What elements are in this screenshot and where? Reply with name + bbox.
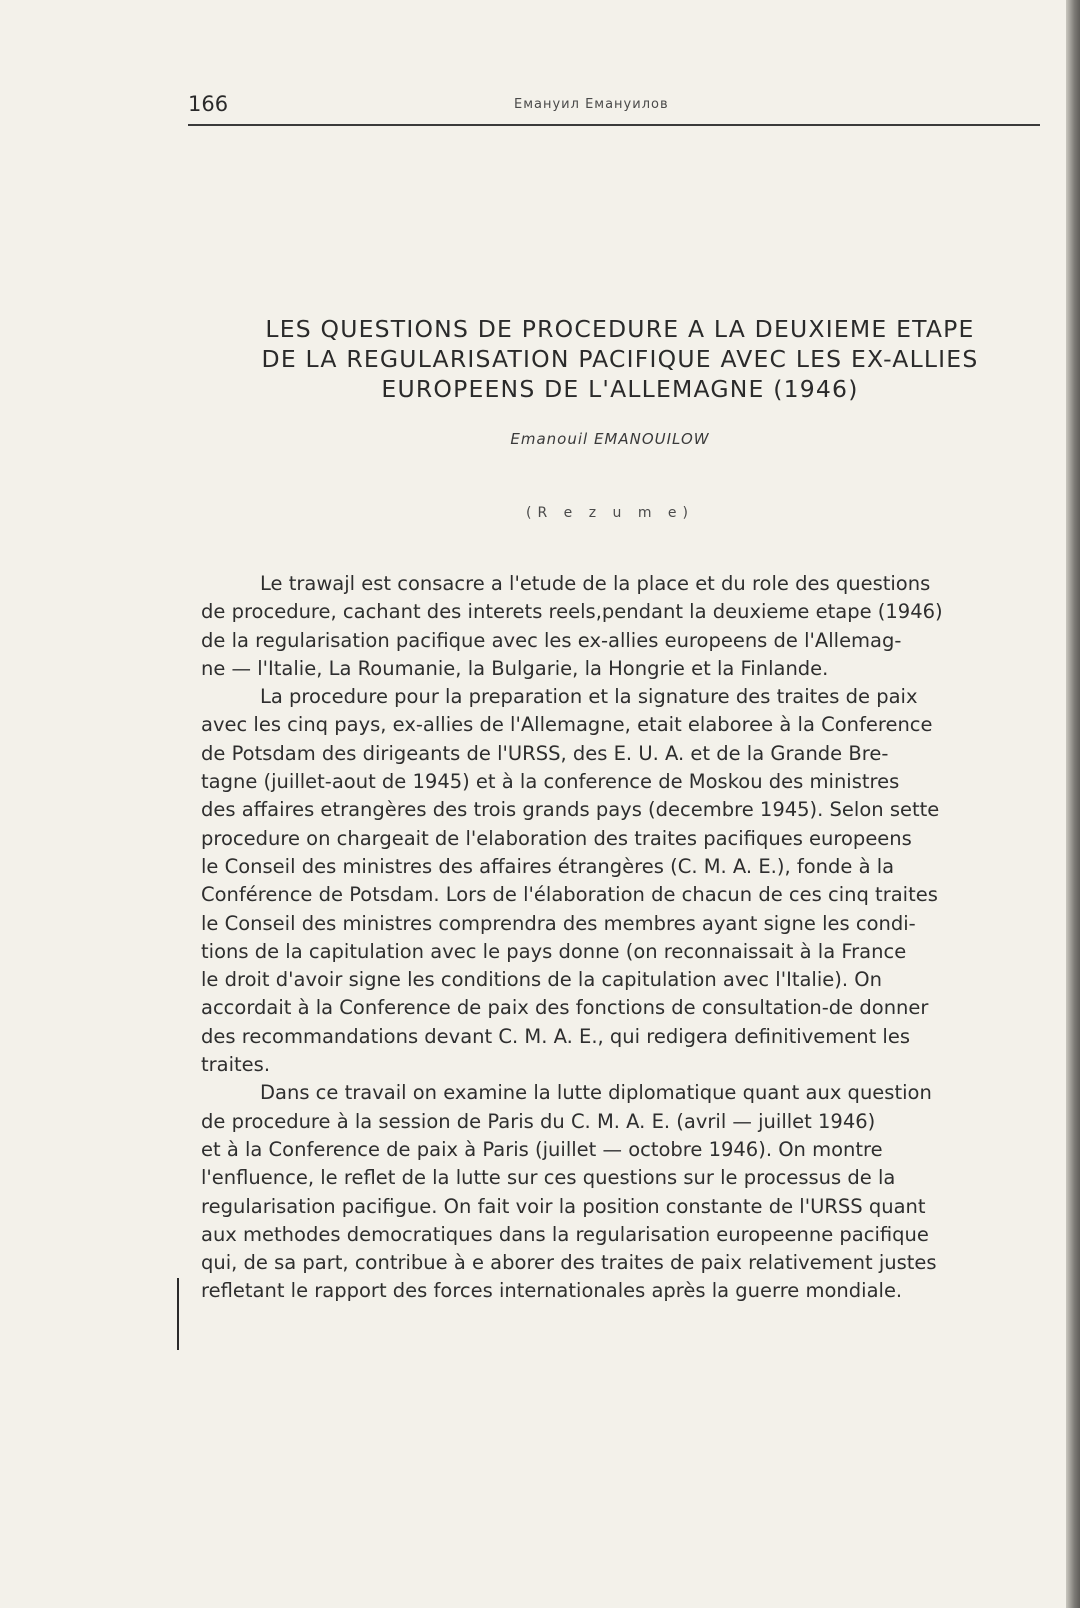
- body-line: tagne (juillet-aout de 1945) et à la conference de Moskou des ministres: [201, 770, 900, 794]
- body-line: de Potsdam des dirigeants de l'URSS, des E. U. A. et de la Grande Bre-: [201, 741, 889, 765]
- title-line: EUROPEENS DE L'ALLEMAGNE (1946): [381, 375, 859, 403]
- article-title: [200, 314, 1040, 404]
- body-line: le droit d'avoir signe les conditions de la capitulation avec l'Italie). On: [201, 968, 882, 992]
- body-line: le Conseil des ministres comprendra des membres ayant signe les condi-: [201, 911, 916, 935]
- page-number: 166: [188, 92, 229, 116]
- body-line: regularisation pacifigue. On fait voir la position constante de l'URSS quant: [201, 1194, 926, 1218]
- body-line: des recommandations devant C. M. A. E., qui redigera definitivement les: [201, 1024, 910, 1048]
- title-line: DE LA REGULARISATION PACIFIQUE AVEC LES EX-ALLIES: [261, 345, 979, 373]
- body-line: aux methodes democratiques dans la regularisation europeenne pacifique: [201, 1222, 929, 1246]
- body-line: qui, de sa part, contribue à e aborer des traites de paix relativement justes: [201, 1251, 937, 1275]
- body-line: La procedure pour la preparation et la signature des traites de paix: [260, 685, 918, 709]
- body-line: procedure on chargeait de l'elaboration des traites pacifiques europeens: [201, 826, 912, 850]
- body-line: Dans ce travail on examine la lutte diplomatique quant aux question: [260, 1081, 932, 1105]
- body-line: refletant le rapport des forces internationales après la guerre mondiale.: [201, 1279, 903, 1303]
- running-head: Емануил Емануилов: [514, 97, 669, 112]
- title-line: LES QUESTIONS DE PROCEDURE A LA DEUXIEME ETAPE: [265, 315, 975, 343]
- body-line: le Conseil des ministres des affaires étrangères (C. M. A. E.), fonde à la: [201, 854, 895, 878]
- body-line: des affaires etrangères des trois grands pays (decembre 1945). Selon sette: [201, 798, 940, 822]
- body-line: Le trawajl est consacre a l'etude de la place et du role des questions: [260, 572, 931, 595]
- body-line: traites.: [201, 1053, 271, 1077]
- body-line: l'enfluence, le reflet de la lutte sur ces questions sur le processus de la: [201, 1166, 896, 1190]
- body-line: avec les cinq pays, ex-allies de l'Allemagne, etait elaboree à la Conference: [201, 713, 933, 737]
- body-line: et à la Conference de paix à Paris (juillet — octobre 1946). On montre: [201, 1137, 883, 1161]
- header-rule: [188, 124, 1040, 126]
- author-name: Emanouil EMANOUILOW: [510, 430, 710, 448]
- page-header: [188, 92, 1040, 126]
- body-line: accordait à la Conference de paix des fonctions de consultation-de donner: [201, 996, 929, 1020]
- scan-edge-shadow: [1066, 0, 1080, 1608]
- body-line: de procedure à la session de Paris du C. M. A. E. (avril — juillet 1946): [201, 1109, 876, 1133]
- body-line: de procedure, cachant des interets reels,pendant la deuxieme etape (1946): [201, 600, 943, 624]
- summary-body: [201, 570, 1039, 1306]
- body-line: de la regularisation pacifique avec les ex-allies europeens de l'Allemag-: [201, 628, 902, 652]
- body-line: tions de la capitulation avec le pays donne (on reconnaissait à la France: [201, 939, 907, 963]
- body-line: ne — l'Italie, La Roumanie, la Bulgarie, la Hongrie et la Finlande.: [201, 656, 829, 680]
- body-line: Conférence de Potsdam. Lors de l'élaboration de chacun de ces cinq traites: [201, 883, 938, 907]
- summary-label: (R e z u m e): [526, 505, 694, 521]
- margin-mark: [177, 1278, 179, 1350]
